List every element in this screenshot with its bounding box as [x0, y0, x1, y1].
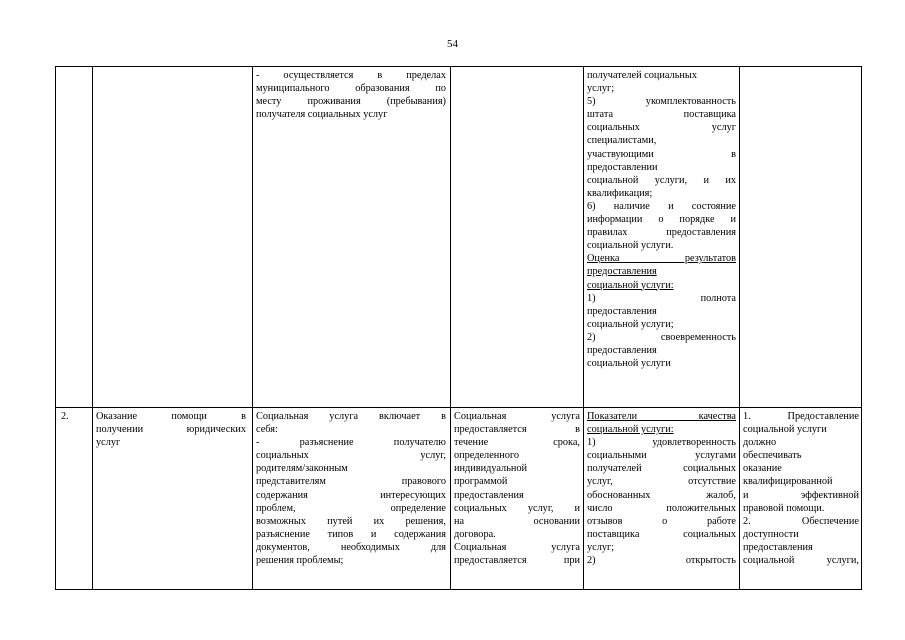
- text-line: квалификация;: [587, 187, 653, 199]
- text-line: месту проживания (пребывания): [256, 96, 446, 108]
- text-line: определенного: [454, 450, 520, 462]
- column-divider: [583, 66, 584, 590]
- text-line: получателя социальных услуг: [256, 109, 388, 121]
- text-line: предоставляется при: [454, 555, 580, 567]
- text-line: Оказание помощи в: [96, 411, 246, 422]
- page-number: 54: [447, 38, 458, 50]
- text-line: социальными услугами: [587, 450, 736, 462]
- text-line: Социальная услуга: [454, 411, 580, 422]
- text-line: 2) открытость: [587, 555, 736, 567]
- text-line: 1. Предоставление: [743, 411, 859, 422]
- text-line: - разъяснение получателю: [256, 437, 446, 449]
- row-1-indicators-cell: [587, 69, 736, 370]
- text-line: 2. Обеспечение: [743, 515, 859, 527]
- text-line: услуг, отсутствие: [587, 476, 736, 488]
- text-line: поставщика социальных: [587, 528, 736, 540]
- row-2-terms-cell: [454, 410, 580, 567]
- text-line: социальной услуги:: [587, 424, 674, 436]
- text-line: содержания интересующих: [256, 489, 446, 501]
- row-number: 2.: [61, 411, 69, 422]
- row-divider: [55, 407, 862, 408]
- text-line: 1) удовлетворенность: [587, 437, 736, 449]
- row-2-conditions-cell: [743, 410, 859, 567]
- text-line: представителям правового: [256, 476, 446, 488]
- text-line: проблем, определение: [256, 502, 446, 514]
- column-divider: [450, 66, 451, 590]
- text-line: социальной услуги,: [743, 555, 859, 567]
- text-line: правовой помощи.: [743, 502, 825, 514]
- text-line: индивидуальной: [454, 463, 528, 475]
- text-line: - осуществляется в пределах: [256, 70, 446, 81]
- text-line: родителям/законным: [256, 463, 348, 475]
- text-line: предоставляется в: [454, 424, 580, 436]
- text-line: социальной услуги: [743, 424, 827, 436]
- text-line: себя:: [256, 424, 278, 436]
- text-line: предоставлении: [587, 161, 658, 173]
- text-line: предоставления: [454, 489, 524, 501]
- text-line: услуг: [96, 437, 121, 449]
- row-2-description-cell: [256, 410, 446, 567]
- text-line: Показатели качества: [587, 411, 736, 422]
- column-divider: [739, 66, 740, 590]
- text-line: должно: [743, 437, 777, 449]
- text-line: оказание: [743, 463, 782, 475]
- text-line: договора.: [454, 528, 496, 540]
- row-2-name-cell: [96, 410, 246, 449]
- row-2-indicators-cell: [587, 410, 736, 567]
- text-line: предоставления: [743, 541, 813, 553]
- text-line: социальной услуги: [587, 358, 671, 370]
- text-line: решения проблемы;: [256, 555, 344, 567]
- text-line: 1) полнота: [587, 292, 736, 304]
- column-divider: [252, 66, 253, 590]
- row-1-description-cell: [256, 69, 446, 121]
- text-line: число положительных: [587, 502, 736, 514]
- text-line: социальных услуг,: [256, 450, 446, 462]
- text-line: социальных услуг: [587, 122, 736, 134]
- text-line: предоставления: [587, 266, 657, 278]
- text-line: социальных услуг, и: [454, 502, 580, 514]
- text-line: получателей социальных: [587, 70, 697, 81]
- text-line: услуг;: [587, 541, 615, 553]
- text-line: и эффективной: [743, 489, 859, 501]
- text-line: Оценка результатов: [587, 253, 736, 265]
- text-line: специалистами,: [587, 135, 657, 147]
- text-line: социальной услуги;: [587, 318, 674, 330]
- text-line: на основании: [454, 515, 580, 527]
- text-line: получении юридических: [96, 424, 246, 436]
- text-line: обоснованных жалоб,: [587, 489, 736, 501]
- text-line: разъяснение типов и содержания: [256, 528, 446, 540]
- text-line: предоставления: [587, 344, 657, 356]
- text-line: правилах предоставления: [587, 227, 736, 239]
- text-line: обеспечивать: [743, 450, 802, 462]
- text-line: возможных путей их решения,: [256, 515, 446, 527]
- text-line: социальной услуги, и их: [587, 174, 736, 186]
- text-line: штата поставщика: [587, 109, 736, 121]
- text-line: социальной услуги:: [587, 279, 674, 291]
- text-line: социальной услуги.: [587, 240, 674, 252]
- text-line: информации о порядке и: [587, 214, 736, 226]
- text-line: 5) укомплектованность: [587, 96, 736, 108]
- text-line: квалифицированной: [743, 476, 833, 488]
- text-line: Социальная услуга: [454, 541, 580, 553]
- text-line: отзывов о работе: [587, 515, 736, 527]
- text-line: документов, необходимых для: [256, 541, 446, 553]
- text-line: течение срока,: [454, 437, 580, 449]
- text-line: получателей социальных: [587, 463, 736, 475]
- text-line: доступности: [743, 528, 799, 540]
- column-divider: [92, 66, 93, 590]
- text-line: услуг;: [587, 83, 615, 95]
- text-line: 6) наличие и состояние: [587, 200, 736, 212]
- text-line: Социальная услуга включает в: [256, 411, 446, 422]
- text-line: участвующими в: [587, 148, 736, 160]
- text-line: муниципального образования по: [256, 83, 446, 95]
- text-line: 2) своевременность: [587, 331, 736, 343]
- row-2-number: [61, 410, 89, 423]
- text-line: программой: [454, 476, 508, 488]
- text-line: предоставления: [587, 305, 657, 317]
